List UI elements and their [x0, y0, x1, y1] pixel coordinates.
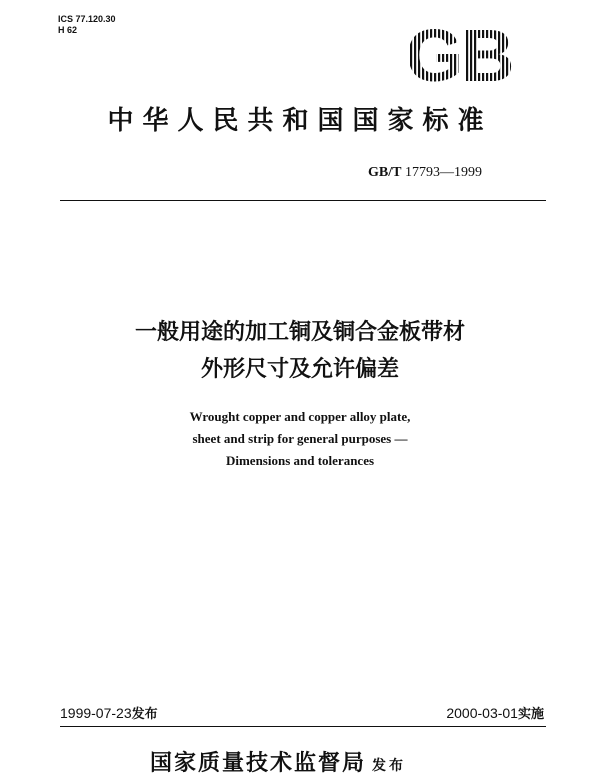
- ccs-code: H 62: [58, 25, 78, 35]
- publisher-label: 发布: [372, 758, 407, 774]
- implementation-label: 实施: [517, 707, 544, 722]
- header-divider: [60, 200, 546, 201]
- english-title-line-2: sheet and strip for general purposes —: [192, 431, 408, 446]
- standard-prefix: GB/T: [368, 165, 402, 180]
- publisher-name: 国家质量技术监督局: [150, 750, 367, 776]
- english-title-line-3: Dimensions and tolerances: [225, 453, 375, 468]
- english-title: [0, 406, 600, 472]
- ics-code: ICS 77.120.30: [58, 14, 116, 24]
- issue-date-value: 1999-07-23: [60, 705, 132, 721]
- classification-codes: [58, 14, 116, 36]
- standard-code: 17793—1999: [401, 165, 482, 180]
- english-title-line-1: Wrought copper and copper alloy plate,: [189, 409, 411, 424]
- chinese-title-line-2: 外形尺寸及允许偏差: [200, 357, 399, 382]
- chinese-title-line-1: 一般用途的加工铜及铜合金板带材: [134, 320, 465, 345]
- issuing-country-title: 中华人民共和国国家标准: [107, 106, 493, 136]
- issue-label: 发布: [131, 707, 158, 722]
- implementation-date-value: 2000-03-01: [446, 705, 518, 721]
- implementation-date: [446, 703, 544, 722]
- publisher: [150, 746, 406, 777]
- footer-divider: [60, 726, 546, 727]
- issue-date: [60, 703, 158, 722]
- standard-number: [368, 165, 482, 181]
- gb-logo: [398, 20, 520, 88]
